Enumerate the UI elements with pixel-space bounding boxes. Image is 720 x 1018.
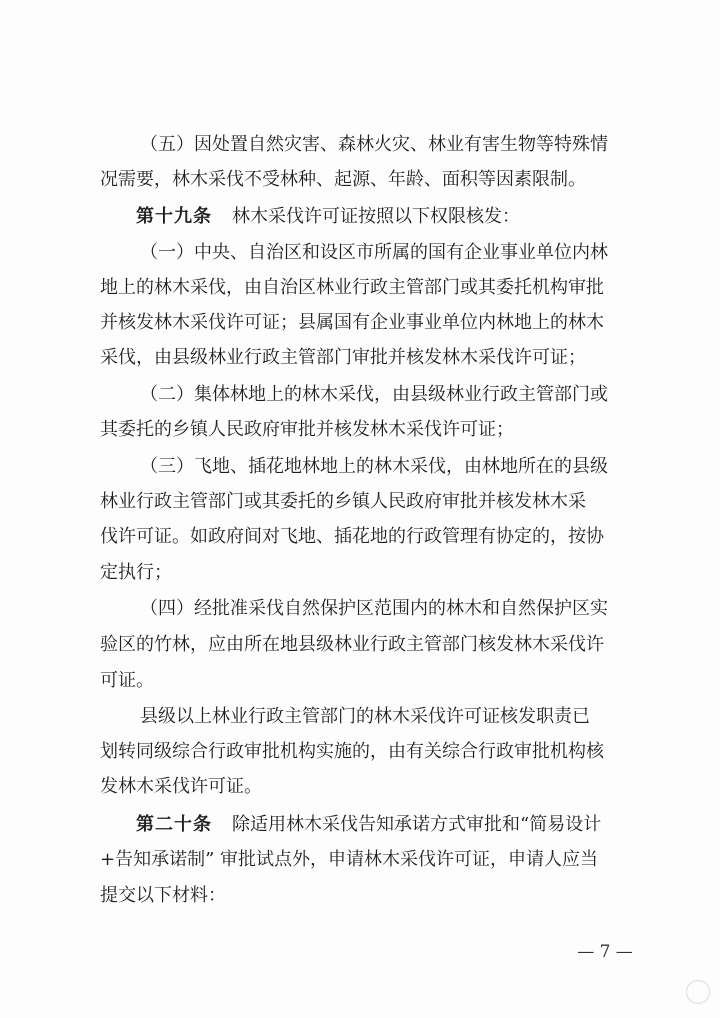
- article-line: [0, 205, 720, 229]
- paragraph-line: +告知承诺制” 审批试点外，申请林木采伐许可证，申请人应当: [100, 849, 599, 870]
- paragraph-first-line: （三）飞地、插花地林地上的林木采伐，由林地所在的县级: [140, 456, 608, 477]
- paragraph-line: 并核发林木采伐许可证；县属国有企业事业单位内林地上的林木: [100, 312, 604, 333]
- paragraph-line: 发林木采伐许可证。: [100, 776, 262, 797]
- article-title: 第二十条: [136, 814, 212, 835]
- paragraph-line: 划转同级综合行政审批机构实施的，由有关综合行政审批机构核: [100, 741, 604, 762]
- article-text: 林木采伐许可证按照以下权限核发：: [232, 206, 520, 227]
- paragraph-line: 其委托的乡镇人民政府审批并核发林木采伐许可证；: [100, 419, 514, 440]
- paragraph-first-line: （五）因处置自然灾害、森林火灾、林业有害生物等特殊情: [140, 134, 608, 155]
- paragraph-line: 地上的林木采伐，由自治区林业行政主管部门或其委托机构审批: [100, 277, 604, 298]
- paragraph-line: 定执行；: [100, 562, 172, 583]
- article-text: 除适用林木采伐告知承诺方式审批和“简易设计: [232, 814, 602, 835]
- watermark-logo: [686, 980, 710, 1004]
- paragraph-line: 提交以下材料：: [100, 885, 226, 906]
- paragraph-line: 况需要，林木采伐不受林种、起源、年龄、面积等因素限制。: [100, 169, 586, 190]
- paragraph-first-line: （四）经批准采伐自然保护区范围内的林木和自然保护区实: [140, 598, 608, 619]
- page-number: — 7 —: [577, 942, 633, 962]
- paragraph-line: 林业行政主管部门或其委托的乡镇人民政府审批并核发林木采: [100, 491, 586, 512]
- paragraph-line: 采伐，由县级林业行政主管部门审批并核发林木采伐许可证；: [100, 347, 586, 368]
- article-title: 第十九条: [136, 206, 212, 227]
- paragraph-first-line: （一）中央、自治区和设区市所属的国有企业事业单位内林: [140, 242, 608, 263]
- paragraph-first-line: （二）集体林地上的林木采伐，由县级林业行政主管部门或: [140, 384, 608, 405]
- paragraph-line: 伐许可证。如政府间对飞地、插花地的行政管理有协定的，按协: [100, 526, 604, 547]
- paragraph-first-line: 县级以上林业行政主管部门的林木采伐许可证核发职责已: [140, 706, 590, 727]
- paragraph-line: 可证。: [100, 670, 154, 691]
- article-line: [0, 813, 720, 837]
- paragraph-line: 验区的竹林，应由所在地县级林业行政主管部门核发林木采伐许: [100, 634, 604, 655]
